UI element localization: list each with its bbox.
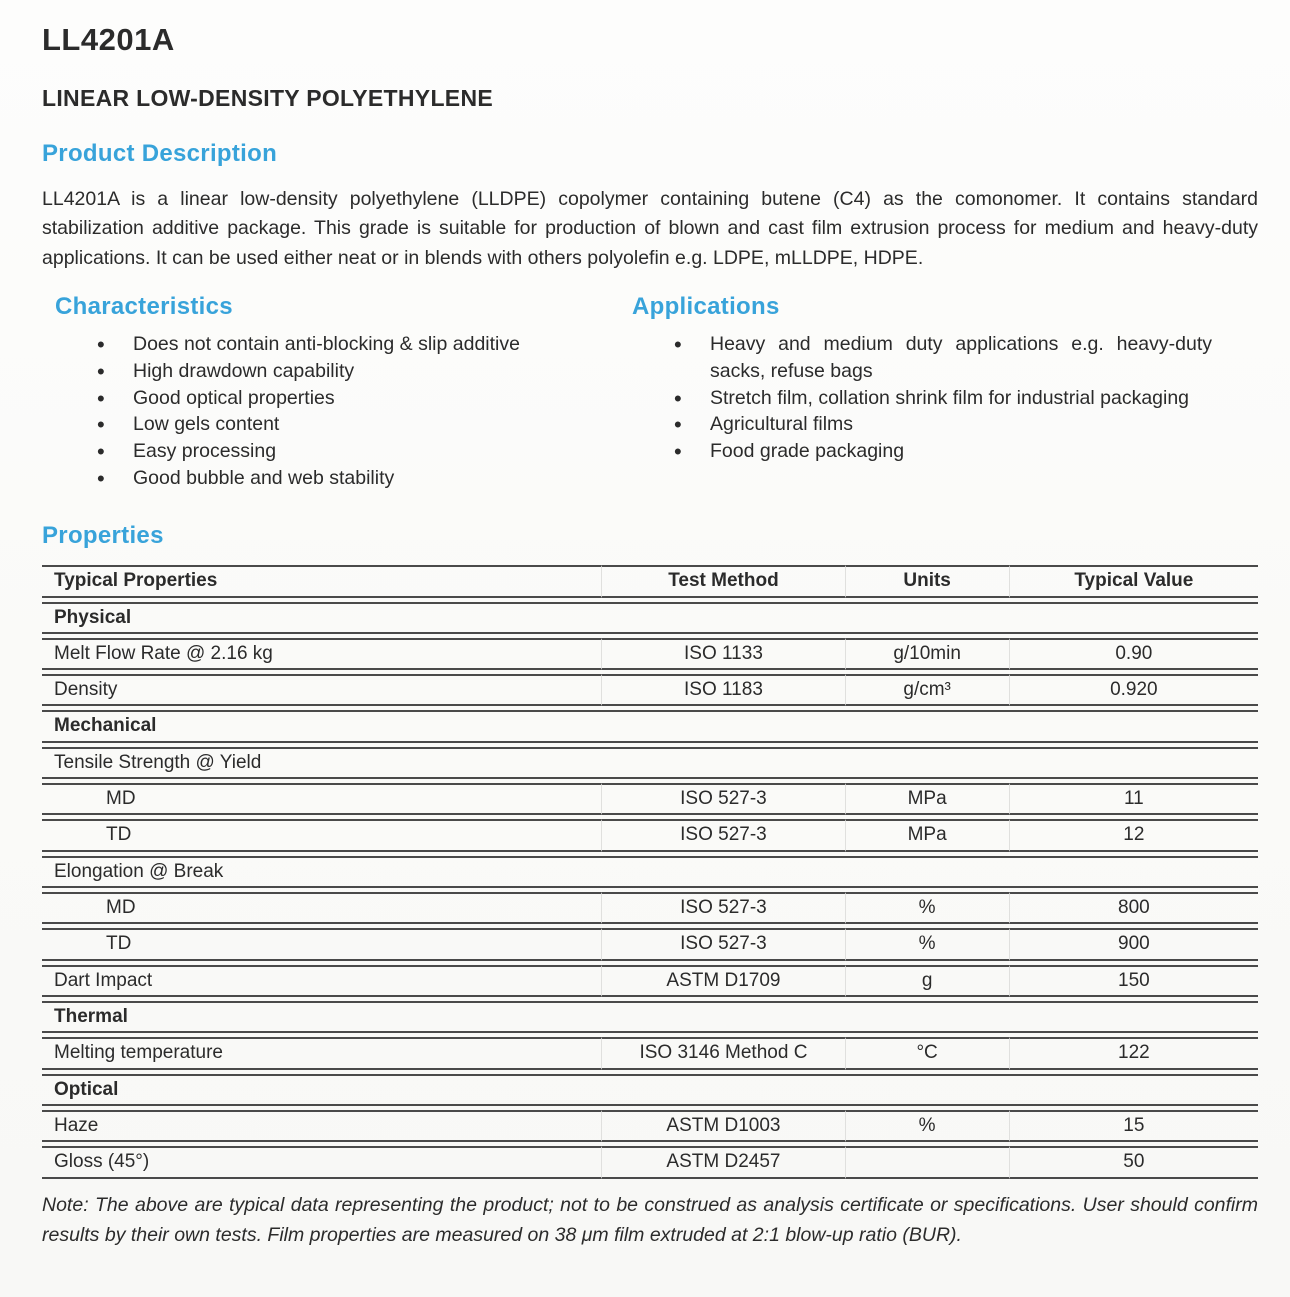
table-row [42,928,1258,960]
table-row [42,1074,1258,1106]
footnote-text: Note: The above are typical data representing the product; not to be construed as analysis certificate or specifications. User should confirm results by their own tests. Film properties are measured on 38 μm film extruded at 2:1 blow-up ratio (BUR). [42,1193,1258,1246]
property-cell: Optical [42,1074,1258,1106]
test-method-cell: ISO 527-3 [601,819,844,851]
table-row [42,602,1258,634]
property-cell: Density [42,674,601,706]
value-cell: 50 [1009,1146,1258,1178]
units-cell [845,1146,1009,1178]
product-name-subtitle: LINEAR LOW-DENSITY POLYETHYLENE [42,85,493,111]
value-cell: 900 [1009,928,1258,960]
table-row [42,965,1258,997]
property-cell: Physical [42,602,1258,634]
units-cell: °C [845,1037,1009,1069]
column-header-units: Units [845,565,1009,597]
property-cell: Haze [42,1110,601,1142]
test-method-cell: ASTM D2457 [601,1146,844,1178]
applications-list [632,331,1258,466]
test-method-cell: ISO 1133 [601,638,844,670]
value-cell: 0.920 [1009,674,1258,706]
list-item: • Low gels content [133,411,622,438]
table-row [42,674,1258,706]
section-heading-product-description: Product Description [42,140,278,167]
section-heading-properties: Properties [42,522,164,550]
units-cell: MPa [845,819,1009,851]
test-method-cell: ISO 527-3 [601,783,844,815]
list-item: • Agricultural films [710,411,1212,438]
units-cell: g/10min [845,638,1009,670]
value-cell: 0.90 [1009,638,1258,670]
characteristics-list [42,331,632,492]
value-cell: 150 [1009,965,1258,997]
units-cell: MPa [845,783,1009,815]
list-item: • Good bubble and web stability [133,465,622,492]
units-cell: % [845,928,1009,960]
property-cell: Gloss (45°) [42,1146,601,1178]
test-method-cell: ISO 1183 [601,674,844,706]
section-heading-characteristics: Characteristics [55,292,233,320]
property-cell: Tensile Strength @ Yield [42,747,1258,779]
property-cell: MD [42,892,601,924]
product-description-text: LL4201A is a linear low-density polyethylene (LLDPE) copolymer containing butene (C4) as the comonomer. It contains standard stabilization additive package. This grade is suitable for production of blown and cast film extrusion process for medium and heavy-duty applications. It can be used either neat or in blends with others polyolefin e.g. LDPE, mLLDPE, HDPE. [42,188,1258,269]
list-item: • Easy processing [133,438,622,465]
units-cell: g [845,965,1009,997]
test-method-cell: ISO 527-3 [601,892,844,924]
test-method-cell: ISO 527-3 [601,928,844,960]
property-cell: Elongation @ Break [42,856,1258,888]
value-cell: 12 [1009,819,1258,851]
column-header-typical-properties: Typical Properties [42,565,601,597]
value-cell: 11 [1009,783,1258,815]
applications-column [632,293,1258,492]
list-item: • High drawdown capability [133,358,622,385]
table-row [42,819,1258,851]
properties-table [42,561,1258,1182]
property-cell: Melt Flow Rate @ 2.16 kg [42,638,601,670]
section-heading-applications: Applications [632,292,780,320]
product-code-title: LL4201A [42,22,175,57]
test-method-cell: ISO 3146 Method C [601,1037,844,1069]
table-row [42,856,1258,888]
list-item: • Heavy and medium duty applications e.g. heavy-duty sacks, refuse bags [710,331,1212,385]
table-row [42,1146,1258,1178]
property-cell: TD [42,819,601,851]
value-cell: 800 [1009,892,1258,924]
property-cell: MD [42,783,601,815]
property-cell: TD [42,928,601,960]
property-cell: Melting temperature [42,1037,601,1069]
column-header-test-method: Test Method [601,565,844,597]
value-cell: 15 [1009,1110,1258,1142]
test-method-cell: ASTM D1003 [601,1110,844,1142]
list-item: • Stretch film, collation shrink film for industrial packaging [710,385,1212,412]
units-cell: g/cm³ [845,674,1009,706]
test-method-cell: ASTM D1709 [601,965,844,997]
table-row [42,783,1258,815]
table-row [42,747,1258,779]
table-row [42,710,1258,742]
column-header-typical-value: Typical Value [1009,565,1258,597]
table-row [42,1037,1258,1069]
characteristics-applications-columns [42,293,1258,492]
table-header-row [42,565,1258,597]
table-row [42,638,1258,670]
property-cell: Mechanical [42,710,1258,742]
table-row [42,1001,1258,1033]
units-cell: % [845,892,1009,924]
value-cell: 122 [1009,1037,1258,1069]
characteristics-column [42,293,632,492]
list-item: • Does not contain anti-blocking & slip additive [133,331,622,358]
property-cell: Dart Impact [42,965,601,997]
property-cell: Thermal [42,1001,1258,1033]
list-item: • Good optical properties [133,385,622,412]
table-row [42,1110,1258,1142]
table-row [42,892,1258,924]
units-cell: % [845,1110,1009,1142]
list-item: • Food grade packaging [710,438,1212,465]
